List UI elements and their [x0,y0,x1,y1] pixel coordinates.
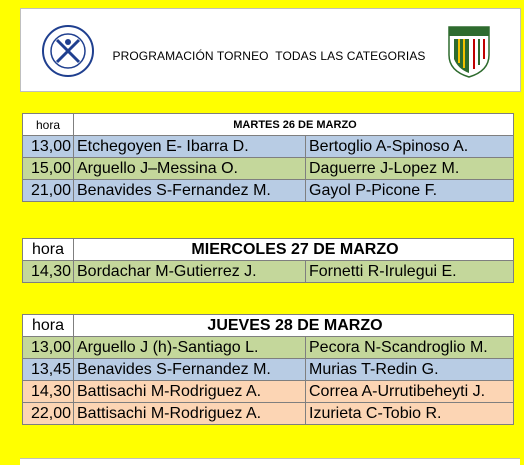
team-b: Correa A-Urrutibeheyti J. [306,381,514,403]
day-header: JUEVES 28 DE MARZO [74,315,514,337]
match-time: 13,00 [23,136,74,158]
team-a: Bordachar M-Gutierrez J. [74,261,306,283]
match-time: 13,45 [23,359,74,381]
table-row [23,403,514,425]
table-header-row [23,114,514,136]
bottom-table-edge [20,458,520,465]
liga-regional-logo-icon [446,23,492,79]
table-row [23,337,514,359]
hora-header: hora [23,239,74,261]
team-b: Gayol P-Picone F. [306,180,514,202]
team-b: Murias T-Redin G. [306,359,514,381]
table-row [23,180,514,202]
team-a: Etchegoyen E- Ibarra D. [74,136,306,158]
table-row [23,261,514,283]
match-time: 14,30 [23,261,74,283]
table-row [23,381,514,403]
team-a: Arguello J–Messina O. [74,158,306,180]
hora-header: hora [23,315,74,337]
match-time: 14,30 [23,381,74,403]
hora-header: hora [23,114,74,136]
team-a: Benavides S-Fernandez M. [74,180,306,202]
header-box [20,8,521,92]
table-header-row [23,239,514,261]
team-b: Daguerre J-Lopez M. [306,158,514,180]
table-row [23,136,514,158]
team-b: Fornetti R-Irulegui E. [306,261,514,283]
team-b: Pecora N-Scandroglio M. [306,337,514,359]
schedule-table-jueves [22,314,514,425]
page-title: PROGRAMACIÓN TORNEO TODAS LAS CATEGORIAS [112,49,426,63]
team-a: Benavides S-Fernandez M. [74,359,306,381]
match-time: 21,00 [23,180,74,202]
match-time: 22,00 [23,403,74,425]
team-b: Bertoglio A-Spinoso A. [306,136,514,158]
match-time: 15,00 [23,158,74,180]
table-row [23,158,514,180]
team-a: Battisachi M-Rodriguez A. [74,403,306,425]
schedule-table-miercoles [22,238,514,283]
schedule-table-martes [22,113,514,202]
team-b: Izurieta C-Tobio R. [306,403,514,425]
match-time: 13,00 [23,337,74,359]
team-a: Battisachi M-Rodriguez A. [74,381,306,403]
table-header-row [23,315,514,337]
day-header: MARTES 26 DE MARZO [74,114,514,136]
club-logo-icon [42,22,94,80]
team-a: Arguello J (h)-Santiago L. [74,337,306,359]
day-header: MIERCOLES 27 DE MARZO [74,239,514,261]
table-row [23,359,514,381]
